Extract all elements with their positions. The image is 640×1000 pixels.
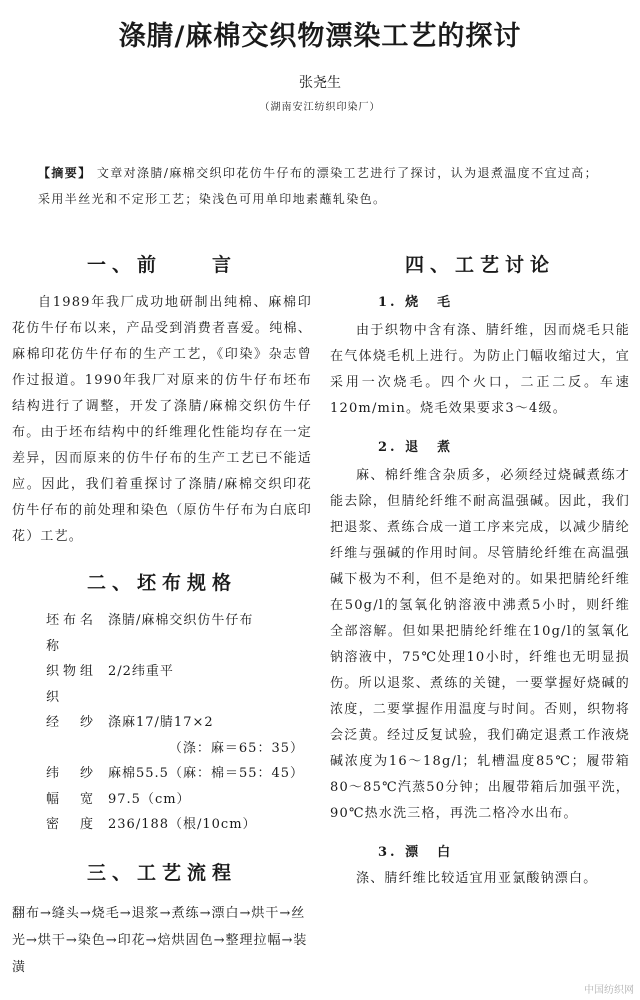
spec-value: 2/2纬重平: [108, 664, 174, 679]
spec-row: [12, 710, 312, 736]
scouring-paragraph: 麻、棉纤维含杂质多，必须经过烧碱煮练才能去除，但腈纶纤维不耐高温强碱。因此，我们把退浆、煮练合成一道工序来完成，以减少腈纶纤维与强碱的作用时间。尽管腈纶纤维在高温强碱下极为不利，但不是绝对的。如果把腈纶纤维在50g/l的氢氧化钠溶液中沸煮5小时，则纤维全部溶解。但如果把腈纶纤维在10g/l的氢氧化钠溶液中，75℃处理10小时，纤维也无明显损伤。所以退浆、煮练的关键，一要掌握好烧碱的浓度，二要掌握作用温度与时间。否则，织物将会泛黄。经过反复试验，我们确定退煮工作液烧碱浓度为16～18g/l；轧槽温度85℃；履带箱80～85℃汽蒸50分钟；出履带箱后加强平洗，90℃热水洗三格，再洗二格冷水出布。: [330, 468, 630, 821]
spec-key: 幅 宽: [46, 791, 98, 807]
intro-paragraph: 自1989年我厂成功地研制出纯棉、麻棉印花仿牛仔布以来，产品受到消费者喜爱。纯棉、麻棉印花仿牛仔布的生产工艺，《印染》杂志曾作过报道。1990年我厂对原来的仿牛仔布坯布结构进行了调整，开发了涤腈/麻棉交织仿牛仔布。由于坯布结构中的纤维理化性能均存在一定差异，因而原来的仿牛仔布的生产工艺已不能适应。因此，我们着重探讨了涤腈/麻棉交织印花仿牛仔布的前处理和染色（原仿牛仔布为白底印花）工艺。: [12, 295, 312, 544]
abstract-text: 文章对涤腈/麻棉交织印花仿牛仔布的漂染工艺进行了探讨，认为退煮温度不宜过高；采用半丝光和不定形工艺；染浅色可用单印地素蘸轧染色。: [38, 166, 599, 206]
subsection-title-bleaching: 3. 漂 白: [378, 845, 454, 860]
spec-key: 纬 纱: [46, 766, 98, 781]
subsection-title-singeing: 1. 烧 毛: [378, 295, 454, 310]
spec-value: 麻棉55.5（麻：棉＝55：45）: [108, 766, 305, 781]
spec-row: [12, 608, 312, 659]
paper-title: 涤腈/麻棉交织物漂染工艺的探讨: [118, 21, 522, 52]
abstract: [38, 160, 608, 212]
abstract-label: 【摘要】: [38, 166, 92, 180]
spec-value: 涤腈/麻棉交织仿牛仔布: [108, 613, 254, 628]
right-column: [330, 250, 630, 892]
process-flow: 翻布→缝头→烧毛→退浆→煮练→漂白→烘干→丝光→烘干→染色→印花→焙烘固色→整理拉幅→装潢: [12, 905, 308, 975]
watermark: 中国纺织网: [584, 985, 634, 996]
section-title-discussion: 四、工艺讨论: [404, 254, 555, 276]
singeing-paragraph: 由于织物中含有涤、腈纤维，因而烧毛只能在气体烧毛机上进行。为防止门幅收缩过大，宜采用一次烧毛。四个火口，二正二反。车速120m/min。烧毛效果要求3～4级。: [330, 323, 630, 416]
spec-key: 织物组织: [46, 664, 98, 705]
section-title-intro: 一、前 言: [86, 254, 237, 276]
spec-row: [12, 761, 312, 787]
bleaching-paragraph: 涤、腈纤维比较适宜用亚氯酸钠漂白。: [356, 871, 598, 886]
section-title-process: 三、工艺流程: [86, 861, 237, 884]
spec-key: 坯布名称: [46, 613, 98, 654]
subsection-title-scouring: 2. 退 煮: [378, 440, 454, 455]
spec-row: [12, 659, 312, 710]
spec-value: 97.5（cm）: [108, 791, 191, 807]
author-name: 张尧生: [299, 75, 341, 91]
left-column: [12, 250, 312, 981]
spec-row: [12, 812, 312, 838]
spec-row: [12, 787, 312, 813]
spec-key: 密 度: [46, 817, 98, 832]
spec-key: 经 纱: [46, 715, 98, 730]
spec-note: （涤：麻＝65：35）: [168, 740, 304, 756]
author-affiliation: （湖南安江纺织印染厂）: [259, 102, 381, 113]
section-title-spec: 二、坯布规格: [86, 572, 237, 594]
spec-value: 涤麻17/腈17×2: [108, 715, 214, 730]
spec-value: 236/188（根/10cm）: [108, 817, 257, 832]
spec-table: [12, 608, 312, 838]
